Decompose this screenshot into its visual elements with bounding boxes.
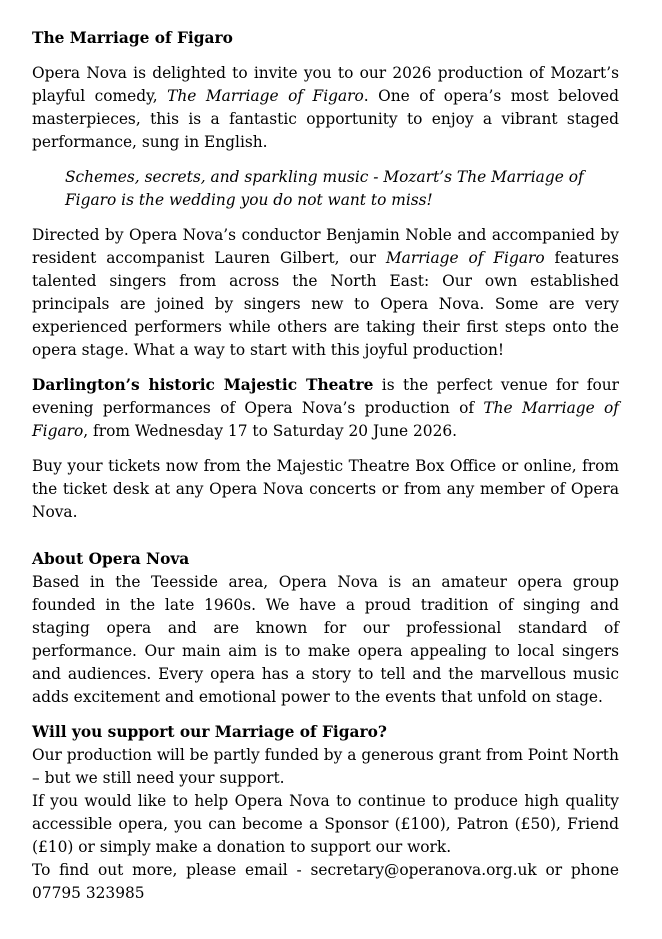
tickets-paragraph: Buy your tickets now from the Majestic Theatre Box Office or online, from the ticket desk at any Opera Nova concerts or from any member of Opera Nova.	[32, 457, 619, 521]
production-title: The Marriage of Figaro	[32, 29, 233, 47]
about-heading: About Opera Nova	[32, 550, 190, 568]
contact-paragraph: To find out more, please email - secretary@operanova.org.uk or phone 07795 323985	[32, 861, 619, 902]
production-name-italic: The Marriage of Figaro	[167, 87, 364, 105]
about-paragraph: Based in the Teesside area, Opera Nova is an amateur opera group founded in the late 1960s. We have a proud tradition of singing and staging opera and are known for our professional standard of performance. Our main aim is to make opera appealing to local singers and audiences. Every opera has a story to tell and the marvellous music adds excitement and emotional power to the events that unfold on stage.	[32, 573, 619, 706]
venue-paragraph: Darlington’s historic Majestic Theatre is the perfect venue for four evening performances of Opera Nova’s production of The Marriage of Figaro, from Wednesday 17 to Saturday 20 June 2026.	[32, 376, 620, 440]
contact-email[interactable]: secretary@operanova.org.uk	[310, 861, 537, 879]
sponsorship-paragraph: If you would like to help Opera Nova to continue to produce high quality accessible opera, you can become a Sponsor (£100), Patron (£50), Friend (£10) or simply make a donation to support our work.	[32, 792, 619, 856]
support-heading: Will you support our Marriage of Figaro?	[32, 723, 387, 741]
production-name-italic: The Marriage of Figaro	[32, 399, 619, 440]
tagline-quote: Schemes, secrets, and sparkling music - Mozart’s The Marriage of Figaro is the wedding you do not want to miss!	[65, 168, 584, 209]
venue-name: Darlington’s historic Majestic Theatre	[32, 376, 374, 394]
direction-paragraph: Directed by Opera Nova’s conductor Benjamin Noble and accompanied by resident accompanist Lauren Gilbert, our Marriage of Figaro features talented singers from across the North East: Our own established principals are joined by singers new to Opera Nova. Some are very experienced performers while others are taking their first steps onto the opera stage. What a way to start with this joyful production!	[32, 226, 619, 359]
intro-paragraph: Opera Nova is delighted to invite you to our 2026 production of Mozart’s playful comedy, The Marriage of Figaro. One of opera’s most beloved masterpieces, this is a fantastic opportunity to enjoy a vibrant staged performance, sung in English.	[32, 64, 619, 151]
document-page	[32, 27, 619, 905]
production-name-italic: Marriage of Figaro	[385, 249, 545, 267]
funding-paragraph: Our production will be partly funded by a generous grant from Point North – but we still need your support.	[32, 746, 619, 787]
